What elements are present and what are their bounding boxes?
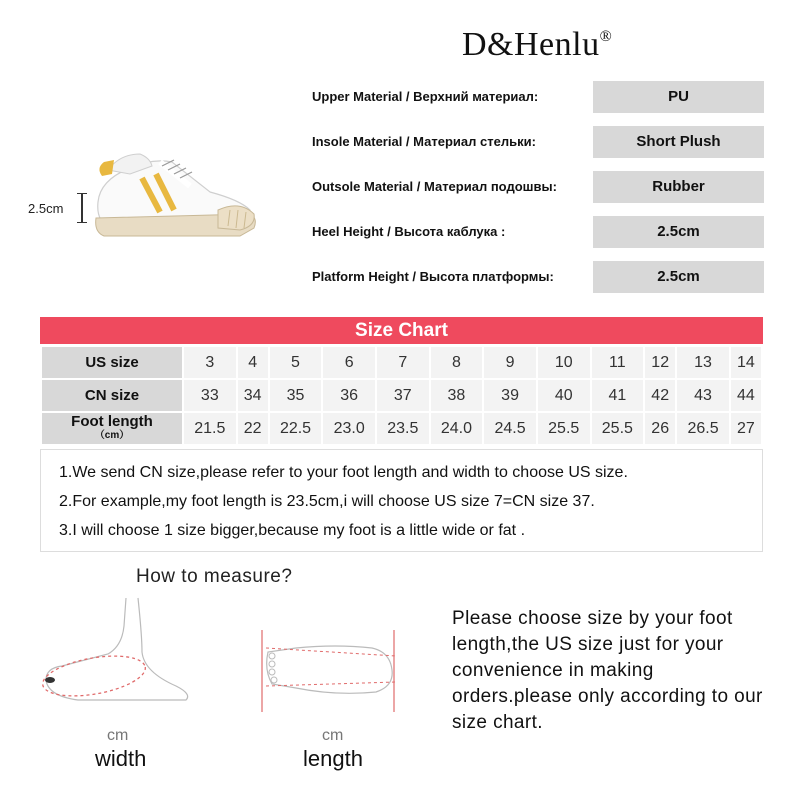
spec-value: 2.5cm (593, 216, 764, 248)
cn-size-cell: 43 (676, 379, 730, 412)
cn-size-header: CN size (41, 379, 183, 412)
foot-length-row (41, 412, 762, 445)
us-size-cell: 9 (483, 346, 537, 379)
cn-size-cell: 34 (237, 379, 269, 412)
us-size-cell: 11 (591, 346, 645, 379)
note-item: 2.For example,my foot length is 23.5cm,i will choose US size 7=CN size 37. (59, 493, 595, 510)
us-size-cell: 3 (183, 346, 237, 379)
cn-size-cell: 41 (591, 379, 645, 412)
spec-platform-height (312, 261, 764, 293)
spec-label: Platform Height / Высота платформы: (312, 269, 554, 284)
size-advice-text: Please choose size by your foot length,the US size just for your convenience in making orders.please only according to our size chart. (452, 608, 763, 733)
cn-size-row (41, 379, 762, 412)
foot-length-cell: 25.5 (591, 412, 645, 445)
foot-length-cell: 24.5 (483, 412, 537, 445)
brand-name: D&Henlu (462, 26, 600, 63)
foot-length-cell: 22.5 (269, 412, 323, 445)
foot-length-cell: 25.5 (537, 412, 591, 445)
us-size-cell: 14 (730, 346, 762, 379)
cn-size-cell: 36 (322, 379, 376, 412)
foot-length-diagram (256, 626, 406, 716)
cn-size-cell: 44 (730, 379, 762, 412)
length-unit: cm (322, 727, 344, 744)
spec-label: Upper Material / Верхний материал: (312, 89, 539, 104)
cn-size-cell: 33 (183, 379, 237, 412)
foot-length-cell: 26 (644, 412, 676, 445)
note-item: 3.I will choose 1 size bigger,because my foot is a little wide or fat . (59, 522, 526, 539)
foot-length-label: Foot length (71, 412, 153, 430)
heel-height-label: 2.5cm (28, 201, 64, 216)
us-size-row (41, 346, 762, 379)
foot-length-cell: 23.5 (376, 412, 430, 445)
size-notes (40, 449, 763, 552)
us-size-cell: 10 (537, 346, 591, 379)
cn-size-cell: 40 (537, 379, 591, 412)
spec-value: Rubber (593, 171, 764, 203)
foot-length-cell: 22 (237, 412, 269, 445)
cn-size-cell: 35 (269, 379, 323, 412)
us-size-cell: 8 (430, 346, 484, 379)
foot-length-header (41, 412, 183, 445)
spec-insole-material (312, 126, 764, 158)
spec-label: Outsole Material / Материал подошвы: (312, 179, 557, 194)
foot-length-cell: 26.5 (676, 412, 730, 445)
length-label: length (303, 746, 363, 771)
us-size-cell: 4 (237, 346, 269, 379)
heel-height-marker (81, 193, 83, 223)
foot-length-cell: 24.0 (430, 412, 484, 445)
size-chart-table (40, 345, 763, 446)
foot-width-diagram (38, 596, 198, 706)
spec-upper-material (312, 81, 764, 113)
us-size-cell: 7 (376, 346, 430, 379)
spec-value: Short Plush (593, 126, 764, 158)
spec-value: 2.5cm (593, 261, 764, 293)
us-size-cell: 6 (322, 346, 376, 379)
spec-value: PU (593, 81, 764, 113)
cn-size-cell: 38 (430, 379, 484, 412)
us-size-cell: 12 (644, 346, 676, 379)
us-size-cell: 5 (269, 346, 323, 379)
cn-size-cell: 37 (376, 379, 430, 412)
foot-length-cell: 23.0 (322, 412, 376, 445)
spec-outsole-material (312, 171, 764, 203)
cn-size-cell: 42 (644, 379, 676, 412)
sneaker-image (90, 140, 260, 250)
note-item: 1.We send CN size,please refer to your foot length and width to choose US size. (59, 464, 628, 481)
foot-length-cell: 21.5 (183, 412, 237, 445)
us-size-cell: 13 (676, 346, 730, 379)
brand-logo (462, 26, 612, 64)
how-to-measure-title: How to measure? (136, 566, 293, 587)
spec-label: Insole Material / Материал стельки: (312, 134, 536, 149)
spec-label: Heel Height / Высота каблука : (312, 224, 506, 239)
foot-length-unit: （cm） (94, 429, 130, 441)
size-chart-title: Size Chart (40, 317, 763, 344)
spec-heel-height (312, 216, 764, 248)
foot-length-cell: 27 (730, 412, 762, 445)
us-size-header: US size (41, 346, 183, 379)
registered-mark: ® (599, 28, 613, 45)
cn-size-cell: 39 (483, 379, 537, 412)
width-unit: cm (107, 727, 129, 744)
width-label: width (95, 746, 147, 771)
